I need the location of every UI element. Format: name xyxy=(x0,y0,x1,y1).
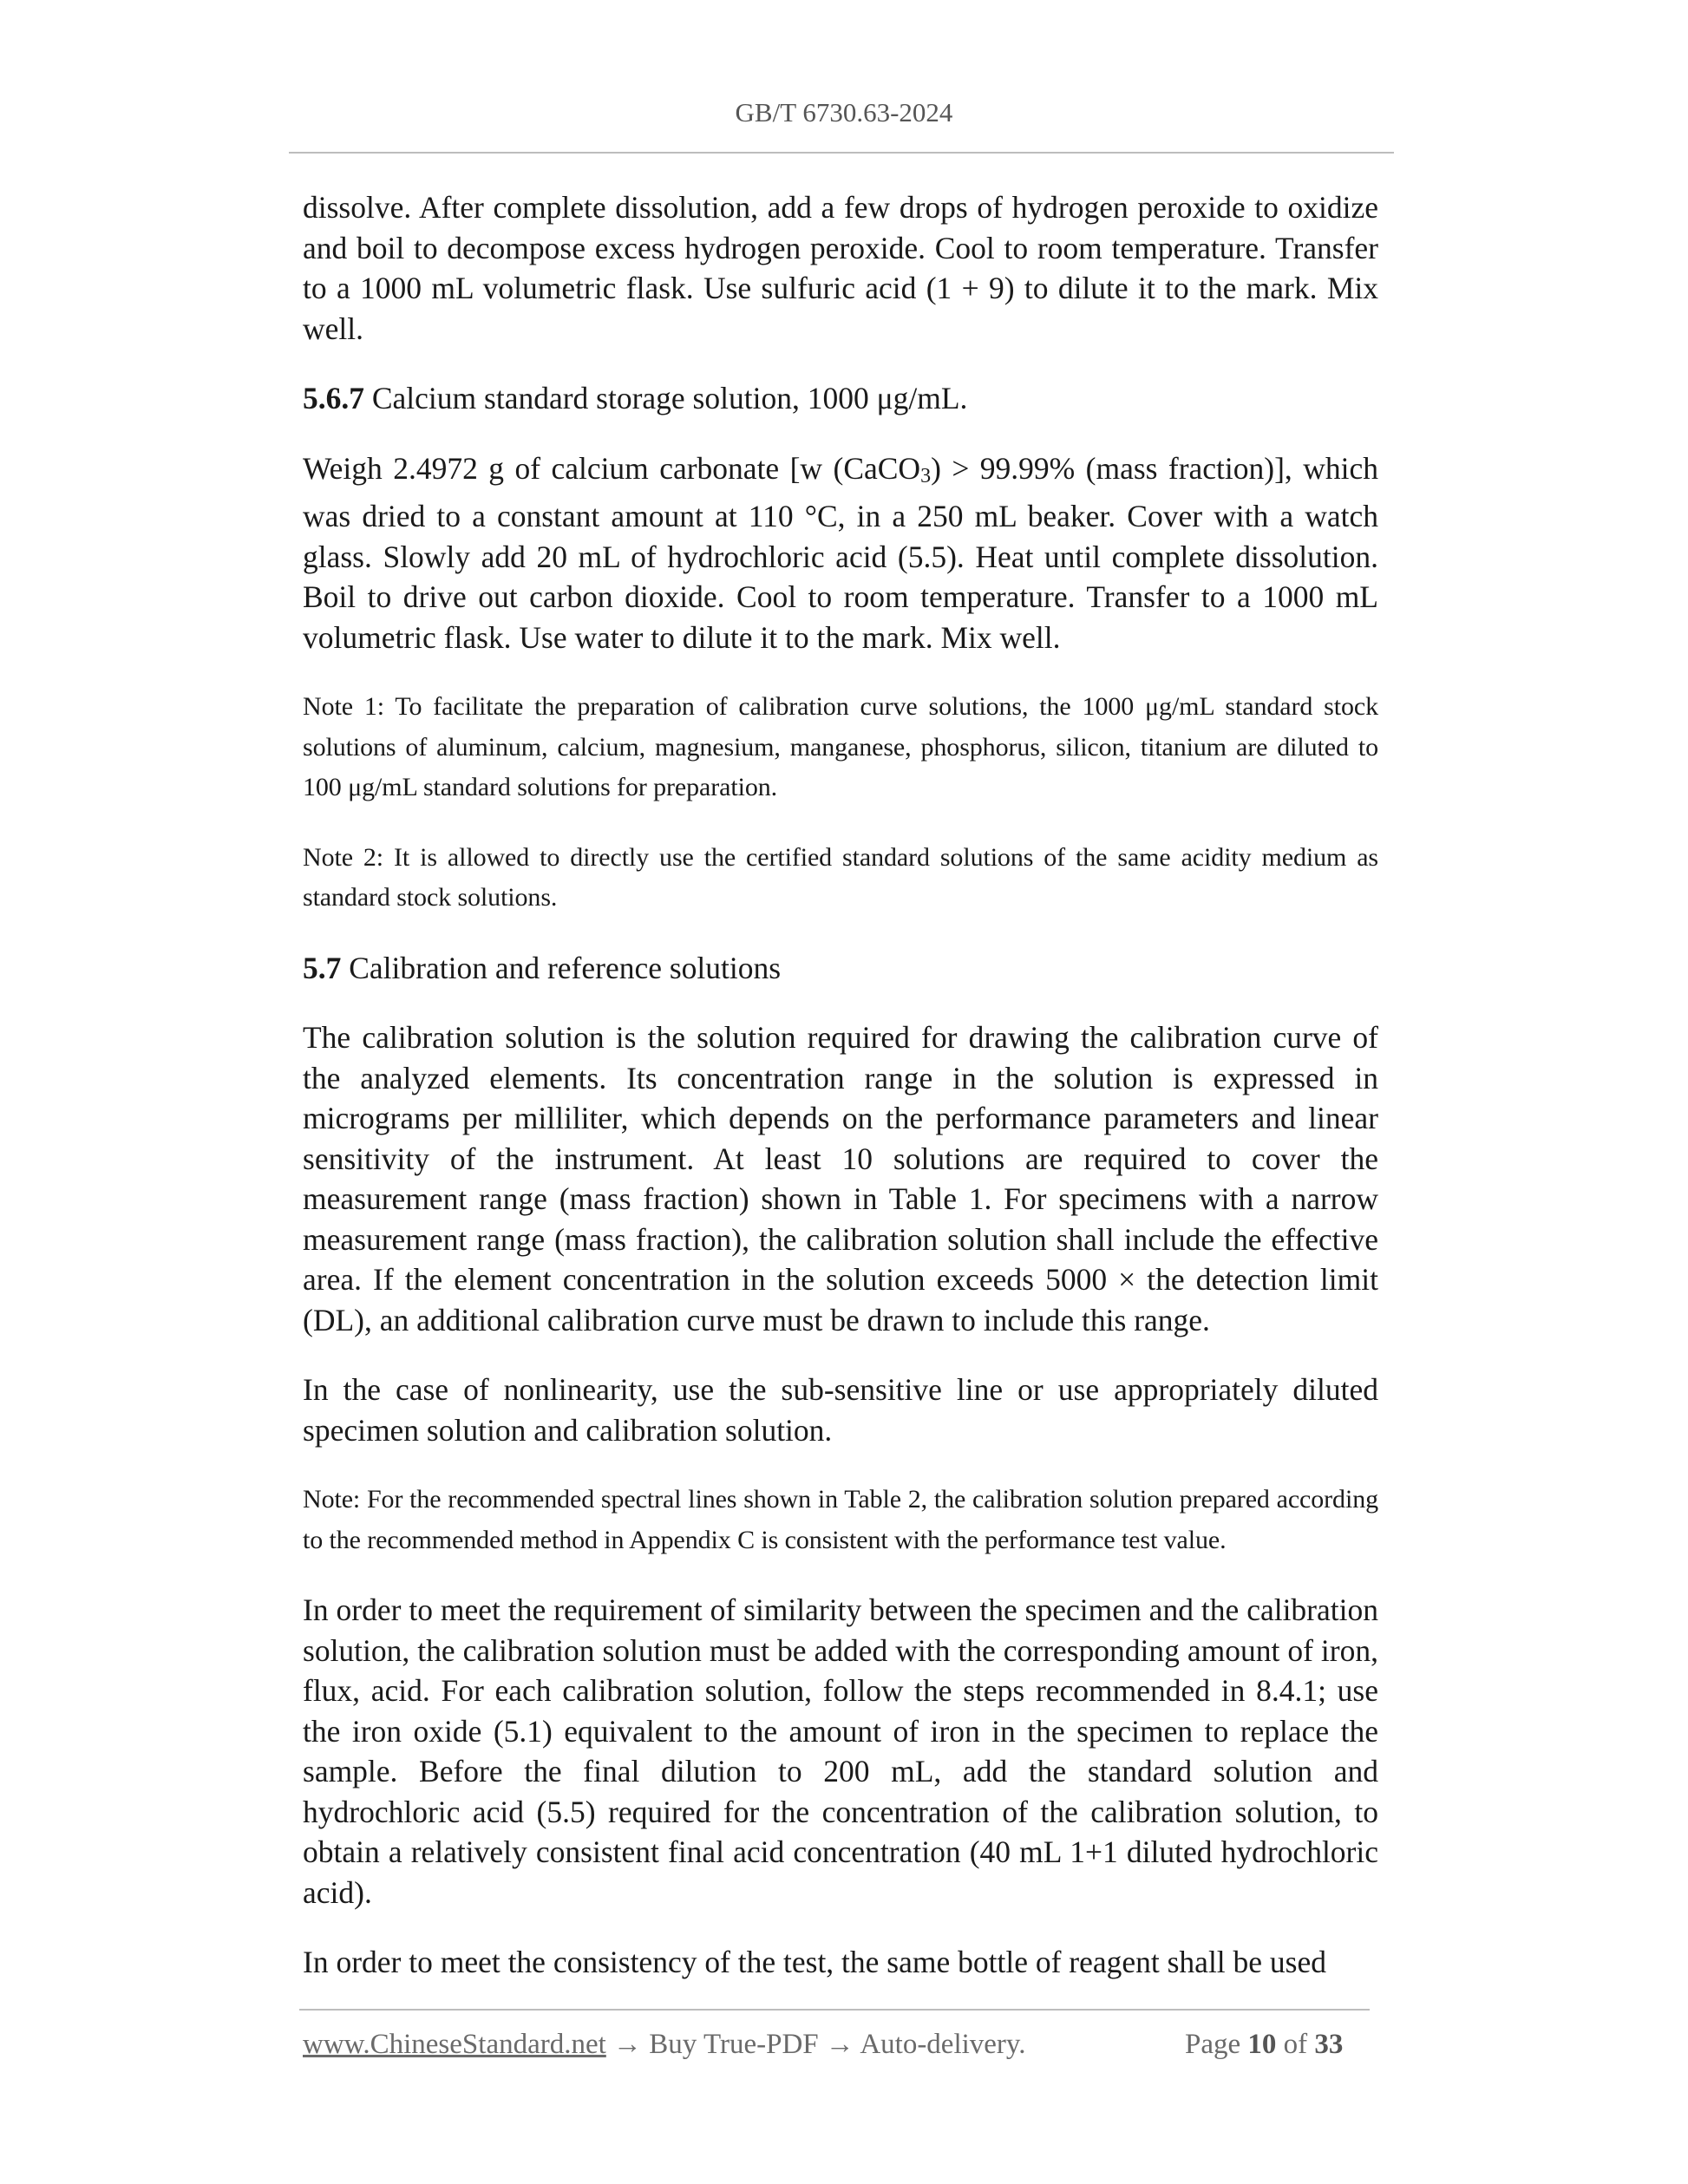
current-page-number: 10 xyxy=(1247,2029,1277,2060)
standard-number: GB/T 6730.63-2024 xyxy=(735,97,953,128)
note-2: Note 2: It is allowed to directly use the certified standard solutions of the same acidity medium as standard stock solutions. xyxy=(303,842,1378,912)
subscript: 3 xyxy=(920,464,932,487)
note-spectral-lines: Note: For the recommended spectral lines shown in Table 2, the calibration solution prepared according to the recommended method in Appendix C is consistent with the performance test value. xyxy=(303,1485,1378,1554)
paragraph-consistency: In order to meet the consistency of the test, the same bottle of reagent shall be used xyxy=(303,1945,1326,1979)
paragraph-dissolution: dissolve. After complete dissolution, add a few drops of hydrogen peroxide to oxidize and boil to decompose excess hydrogen peroxide. Cool to room temperature. Transfer to a 1000 mL volumetric flask. Use sulfuric acid (1 + 9) to dilute it to the mark. Mix well. xyxy=(303,190,1378,346)
footer-divider xyxy=(299,2009,1370,2011)
buy-pdf-text: Buy True-PDF xyxy=(649,2029,819,2060)
paragraph-calcium-preparation xyxy=(303,448,1378,658)
page-label: Page xyxy=(1185,2029,1241,2060)
section-title: Calibration and reference solutions xyxy=(341,950,782,985)
auto-delivery-text: Auto-delivery. xyxy=(860,2029,1026,2060)
document-header xyxy=(0,97,1688,128)
total-pages-number: 33 xyxy=(1314,2029,1344,2060)
note-1: Note 1: To facilitate the preparation of calibration curve solutions, the 1000 μg/mL standard stock solutions of aluminum, calcium, magnesium, manganese, phosphorus, silicon, titanium are diluted to 100 μg/mL standard solutions for preparation. xyxy=(303,692,1378,801)
section-5-6-7-heading xyxy=(303,378,1378,419)
paragraph-text-part: ) > 99.99% (mass fraction)], which was dried to a constant amount at 110 °C, in a 250 mL beaker. Cover with a watch glass. Slowly add 20 mL of hydrochloric acid (5.5). Heat until complete dissolution. Boil to drive out carbon dioxide. Cool to room temperature. Transfer to a 1000 mL volumetric flask. Use water to dilute it to the mark. Mix well. xyxy=(303,450,1378,655)
page-body xyxy=(303,187,1378,1983)
section-number: 5.6.7 xyxy=(303,381,364,415)
of-label: of xyxy=(1283,2029,1308,2060)
paragraph-nonlinearity: In the case of nonlinearity, use the sub-sensitive line or use appropriately diluted specimen solution and calibration solution. xyxy=(303,1372,1378,1448)
paragraph-calibration-solution: The calibration solution is the solution required for drawing the calibration curve of the analyzed elements. Its concentration range in the solution is expressed in micrograms per milliliter, which depends on the performance parameters and linear sensitivity of the instrument. At least 10 solutions are required to cover the measurement range (mass fraction) shown in Table 1. For specimens with a narrow measurement range (mass fraction), the calibration solution shall include the effective area. If the element concentration in the solution exceeds 5000 × the detection limit (DL), an additional calibration curve must be drawn to include this range. xyxy=(303,1020,1378,1337)
footer-promo xyxy=(303,2029,1026,2061)
paragraph-similarity: In order to meet the requirement of similarity between the specimen and the calibration solution, the calibration solution must be added with the corresponding amount of iron, flux, acid. For each calibration solution, follow the steps recommended in 8.4.1; use the iron oxide (5.1) equivalent to the amount of iron in the specimen to replace the sample. Before the final dilution to 200 mL, add the standard solution and hydrochloric acid (5.5) required for the concentration of the calibration solution, to obtain a relatively consistent final acid concentration (40 mL 1+1 diluted hydrochloric acid). xyxy=(303,1592,1378,1910)
section-5-7-heading xyxy=(303,948,1378,989)
page-indicator xyxy=(1185,2029,1343,2061)
arrow-icon: → xyxy=(605,2029,650,2060)
header-divider xyxy=(289,152,1394,154)
website-link[interactable]: www.ChineseStandard.net xyxy=(303,2029,606,2060)
paragraph-text-part: Weigh 2.4972 g of calcium carbonate [w (CaCO xyxy=(303,450,921,486)
arrow-icon: → xyxy=(818,2029,860,2060)
section-title: Calcium standard storage solution, 1000 μg/mL. xyxy=(364,381,968,415)
section-number: 5.7 xyxy=(303,950,342,985)
